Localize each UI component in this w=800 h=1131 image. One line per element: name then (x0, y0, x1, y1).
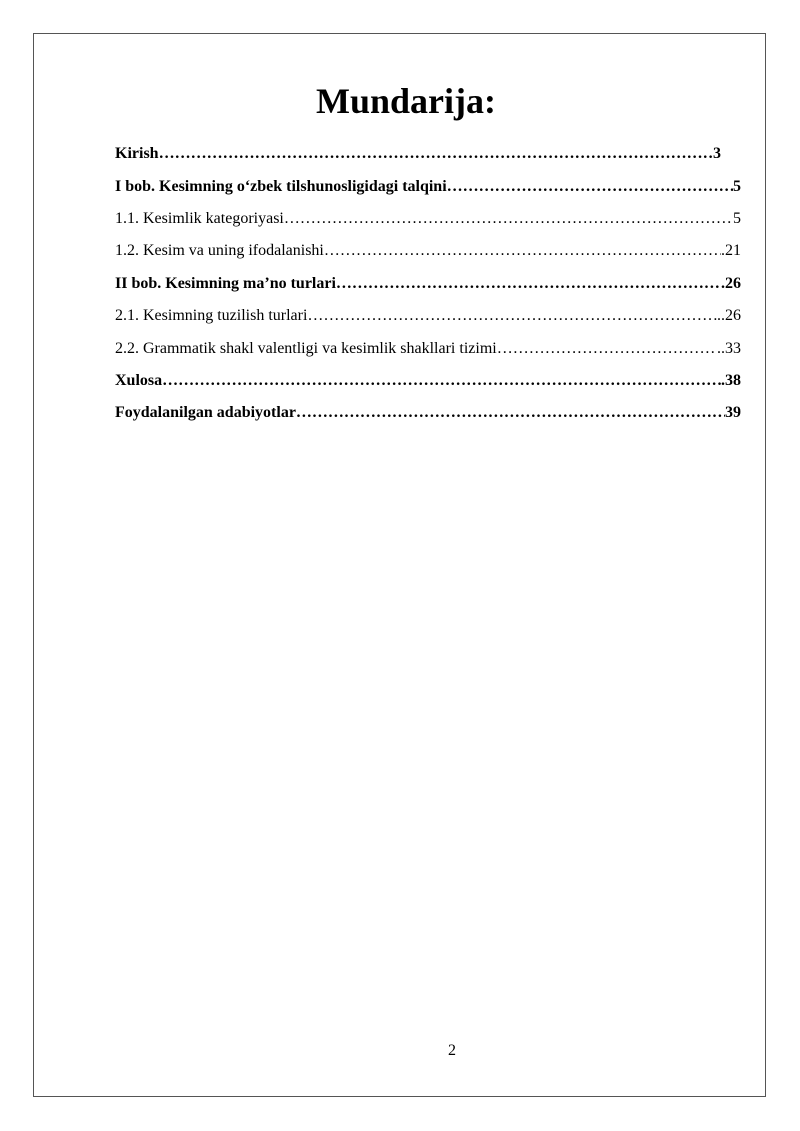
toc-entry-label: 1.1. Kesimlik kategoriyasi (115, 209, 284, 227)
toc-leader-dots (324, 242, 721, 260)
toc-leader-dots (296, 404, 725, 422)
toc-entry-section-2-1[interactable] (115, 300, 741, 332)
toc-entry-label: Xulosa (115, 371, 163, 389)
toc-entry-label: I bob. Kesimning o‘zbek tilshunosligidagi talqini (115, 177, 447, 195)
toc-entry-page: 5 (733, 209, 741, 227)
toc-entry-page: ..33 (717, 339, 741, 357)
toc-entry-section-1-1[interactable] (115, 203, 741, 235)
page-number: 2 (448, 1042, 456, 1059)
toc-entry-chapter-2[interactable] (115, 268, 741, 300)
toc-entry-label: Foydalanilgan adabiyotlar (115, 404, 296, 422)
table-of-contents (115, 138, 741, 430)
toc-entry-page: 5 (733, 177, 741, 195)
toc-entry-page: 3 (713, 145, 721, 163)
toc-title: Mundarija: (316, 81, 496, 121)
toc-entry-bibliography[interactable] (115, 397, 741, 429)
toc-entry-chapter-1[interactable] (115, 170, 741, 202)
toc-leader-dots (284, 210, 733, 228)
toc-entry-label: 2.2. Grammatik shakl valentligi va kesimlik shakllari tizimi (115, 339, 497, 357)
toc-entry-page: 39 (725, 404, 741, 422)
toc-entry-xulosa[interactable] (115, 365, 741, 397)
toc-entry-page: .21 (721, 242, 741, 260)
toc-entry-section-2-2[interactable] (115, 332, 741, 364)
toc-leader-dots (159, 145, 713, 163)
toc-entry-page: .38 (721, 371, 741, 389)
toc-entry-label: 1.2. Kesim va uning ifodalanishi (115, 242, 324, 260)
toc-entry-kirish[interactable] (115, 138, 721, 170)
toc-leader-dots (497, 340, 717, 358)
toc-entry-section-1-2[interactable] (115, 235, 741, 267)
toc-entry-label: II bob. Kesimning ma’no turlari (115, 274, 336, 292)
toc-entry-label: 2.1. Kesimning tuzilish turlari (115, 307, 308, 325)
toc-leader-dots (307, 307, 717, 325)
toc-leader-dots (162, 372, 721, 390)
toc-entry-page: .26 (721, 274, 741, 292)
toc-entry-label: Kirish (115, 145, 159, 163)
toc-leader-dots (447, 178, 733, 196)
toc-entry-page: ..26 (717, 307, 741, 325)
toc-leader-dots (336, 275, 721, 293)
